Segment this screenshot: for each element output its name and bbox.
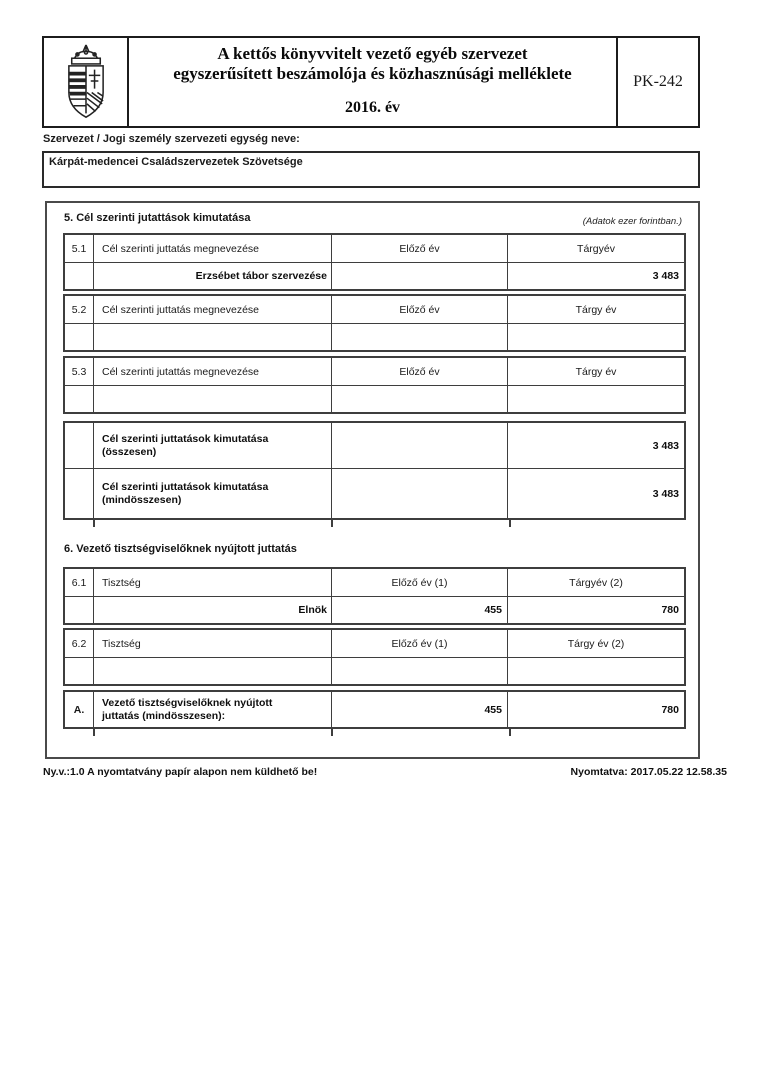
column-header-name: Cél szerinti juttatás megnevezése <box>94 296 332 323</box>
footer-version-note: Ny.v.:1.0 A nyomtatvány papír alapon nem küldhető be! <box>43 766 318 778</box>
column-header-curr-year: Tárgyév <box>577 242 615 255</box>
entry-curr-value: 3 483 <box>652 270 679 282</box>
logo-cell <box>44 38 129 126</box>
form-title-line1: A kettős könyvvitelt vezető egyéb szervezet <box>217 44 528 63</box>
table-border-tails <box>63 520 686 527</box>
table-block-6-2 <box>63 628 686 686</box>
row-number: 5.2 <box>65 296 94 323</box>
table-border-tails <box>63 729 686 736</box>
entry-name <box>94 324 332 350</box>
row-number-empty <box>65 469 94 518</box>
total-label-line1: Cél szerinti juttatások kimutatása <box>102 432 269 445</box>
total-curr-value: 780 <box>661 703 679 716</box>
total-label <box>94 423 332 468</box>
entry-prev-value <box>332 658 508 684</box>
table-data-row <box>65 596 684 623</box>
form-title-line2: egyszerűsített beszámolója és közhasznúsági melléklete <box>173 64 572 83</box>
entry-prev-value <box>332 386 508 412</box>
entry-prev-value <box>332 324 508 350</box>
table-block-5-2 <box>63 294 686 352</box>
entry-curr-value <box>508 324 684 350</box>
entry-curr-value <box>508 386 684 412</box>
total-row-a <box>65 692 684 727</box>
form-code: PK-242 <box>633 73 683 90</box>
table-block-6-1 <box>63 567 686 625</box>
section5-header <box>64 212 682 227</box>
column-header-prev-year: Előző év <box>332 296 508 323</box>
column-header-name: Cél szerinti jutattás megnevezése <box>94 358 332 385</box>
total-label-line1: Vezető tisztségviselőknek nyújtott <box>102 696 273 709</box>
table-header-row <box>65 630 684 657</box>
total-label-line2: juttatás (mindösszesen): <box>102 709 226 722</box>
entry-prev-value: 455 <box>332 597 508 623</box>
column-header-curr-year: Tárgy év (2) <box>567 637 625 650</box>
table-header-row <box>65 358 684 385</box>
total-label-line1: Cél szerinti juttatások kimutatása <box>102 480 269 493</box>
row-number-empty <box>65 386 94 412</box>
row-number: 6.2 <box>65 630 94 657</box>
table-data-row <box>65 262 684 289</box>
form-year: 2016. év <box>344 99 401 116</box>
total-label <box>94 692 332 727</box>
table-data-row <box>65 323 684 350</box>
total-curr-value: 3 483 <box>652 487 679 500</box>
table-header-row <box>65 235 684 262</box>
table-data-row <box>65 385 684 412</box>
section5-title: 5. Cél szerinti jutattások kimutatása <box>64 212 251 224</box>
table-block-6-total <box>63 690 686 729</box>
hungarian-coat-of-arms-icon <box>57 43 115 121</box>
row-number-empty <box>65 597 94 623</box>
total-prev-value: 455 <box>332 692 508 727</box>
table-header-row <box>65 296 684 323</box>
table-header-row <box>65 569 684 596</box>
column-header-prev-year: Előző év <box>332 235 508 262</box>
entry-name <box>94 386 332 412</box>
column-header-prev-year: Előző év <box>332 358 508 385</box>
column-header-curr-year: Tárgy év <box>575 365 617 378</box>
total-row-mindosszesen <box>65 468 684 518</box>
form-header <box>42 36 700 128</box>
column-header-curr-year: Tárgy év <box>575 303 617 316</box>
row-number-empty <box>65 423 94 468</box>
organization-name-field: Kárpát-medencei Családszervezetek Szövetsége <box>42 151 700 188</box>
total-prev-value <box>332 423 508 468</box>
table-block-5-3 <box>63 356 686 414</box>
row-number: 6.1 <box>65 569 94 596</box>
column-header-name: Cél szerinti juttatás megnevezése <box>94 235 332 262</box>
total-label-line2: (összesen) <box>102 445 157 458</box>
table-block-5-1 <box>63 233 686 291</box>
row-number: A. <box>65 692 94 727</box>
entry-curr-value: 780 <box>661 604 679 616</box>
total-curr-value: 3 483 <box>652 439 679 452</box>
form-title-cell <box>129 38 618 126</box>
section6-title: 6. Vezető tisztségviselőknek nyújtott juttatás <box>64 543 297 555</box>
total-label-line2: (mindösszesen) <box>102 493 182 506</box>
entry-name: Elnök <box>94 597 332 623</box>
column-header-prev-year: Előző év (1) <box>332 569 508 596</box>
row-number-empty <box>65 658 94 684</box>
report-body <box>45 201 700 759</box>
column-header-prev-year: Előző év (1) <box>332 630 508 657</box>
entry-prev-value <box>332 263 508 289</box>
total-prev-value <box>332 469 508 518</box>
row-number: 5.1 <box>65 235 94 262</box>
table-block-5-totals <box>63 421 686 520</box>
row-number-empty <box>65 324 94 350</box>
footer-print-timestamp: Nyomtatva: 2017.05.22 12.58.35 <box>570 766 727 778</box>
total-label <box>94 469 332 518</box>
column-header-name: Tisztség <box>94 569 332 596</box>
row-number-empty <box>65 263 94 289</box>
table-data-row <box>65 657 684 684</box>
row-number: 5.3 <box>65 358 94 385</box>
total-row-osszesen <box>65 423 684 468</box>
unit-note: (Adatok ezer forintban.) <box>582 216 682 227</box>
entry-name: Erzsébet tábor szervezése <box>94 263 332 289</box>
entry-name <box>94 658 332 684</box>
form-title <box>129 44 616 84</box>
column-header-curr-year: Tárgyév (2) <box>569 576 623 589</box>
organization-name-label: Szervezet / Jogi személy szervezeti egység neve: <box>43 133 300 145</box>
entry-curr-value <box>508 658 684 684</box>
column-header-name: Tisztség <box>94 630 332 657</box>
